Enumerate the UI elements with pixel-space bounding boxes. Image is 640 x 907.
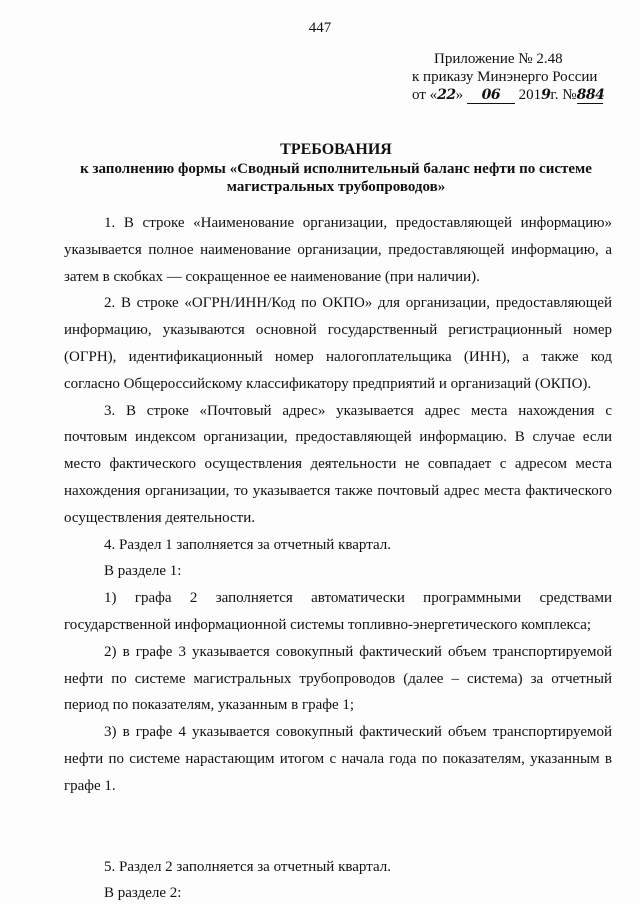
- section-1-item-3: 3) в графе 4 указывается совокупный фактический объем транспортируемой нефти по системе нарастающим итогом с начала года по показателям, указанным в графе 1.: [64, 724, 612, 794]
- section-1-item-2: 2) в графе 3 указывается совокупный фактический объем транспортируемой нефти по системе магистральных трубопроводов (далее – система) за отчетный период по показателям, указанным в графе 1;: [64, 643, 612, 714]
- year-suffix: г. №: [550, 87, 577, 103]
- handwritten-order-number: 884: [576, 87, 605, 103]
- paragraph-5: 5. Раздел 2 заполняется за отчетный квартал.: [104, 858, 391, 875]
- document-title: [60, 140, 612, 196]
- year-prefix: 201: [518, 87, 542, 103]
- appendix-header: [400, 50, 610, 104]
- handwritten-day: 22: [437, 87, 456, 103]
- section-2-intro: В разделе 2:: [104, 885, 182, 902]
- date-prefix: от «: [412, 87, 438, 103]
- paragraph-3: 3. В строке «Почтовый адрес» указывается адрес места нахождения с почтовым индексом организации, предоставляющей информацию. В случае если место фактического осуществления деятельности не совпадает с адресом места нахождения организации, то указывается также почтовый адрес места фактического осуществления деятельности.: [64, 402, 612, 526]
- blank-gap: [64, 800, 612, 854]
- title-subtitle-line-2: магистральных трубопроводов»: [226, 179, 446, 195]
- paragraph-2: 2. В строке «ОГРН/ИНН/Код по ОКПО» для организации, предоставляющей информацию, указываются основной государственный регистрационный номер (ОГРН), идентификационный номер налогоплательщика (ИНН), а также код согласно Общероссийскому классификатору предприятий и организаций (ОКПО).: [64, 295, 612, 392]
- paragraph-4: 4. Раздел 1 заполняется за отчетный квартал.: [104, 536, 391, 553]
- order-date-number: [400, 86, 610, 104]
- order-reference: к приказу Минэнерго России: [412, 69, 598, 85]
- title-heading: ТРЕБОВАНИЯ: [280, 141, 392, 158]
- section-1-intro: В разделе 1:: [104, 563, 182, 580]
- handwritten-year-digit: 9: [541, 87, 551, 103]
- appendix-number: Приложение № 2.48: [434, 51, 563, 67]
- section-1-item-1: 1) графа 2 заполняется автоматически программными средствами государственной информационной системы топливно-энергетического комплекса;: [64, 590, 612, 633]
- handwritten-month: 06: [467, 88, 515, 104]
- title-subtitle-line-1: к заполнению формы «Сводный исполнительный баланс нефти по системе: [80, 161, 592, 177]
- paragraph-1: 1. В строке «Наименование организации, предоставляющей информацию» указывается полное наименование организации, предоставляющей информацию, а затем в скобках — сокращенное ее наименование (при наличии).: [64, 215, 612, 285]
- page-number: 447: [308, 20, 332, 36]
- date-mid: »: [455, 87, 464, 103]
- document-body: [64, 210, 612, 907]
